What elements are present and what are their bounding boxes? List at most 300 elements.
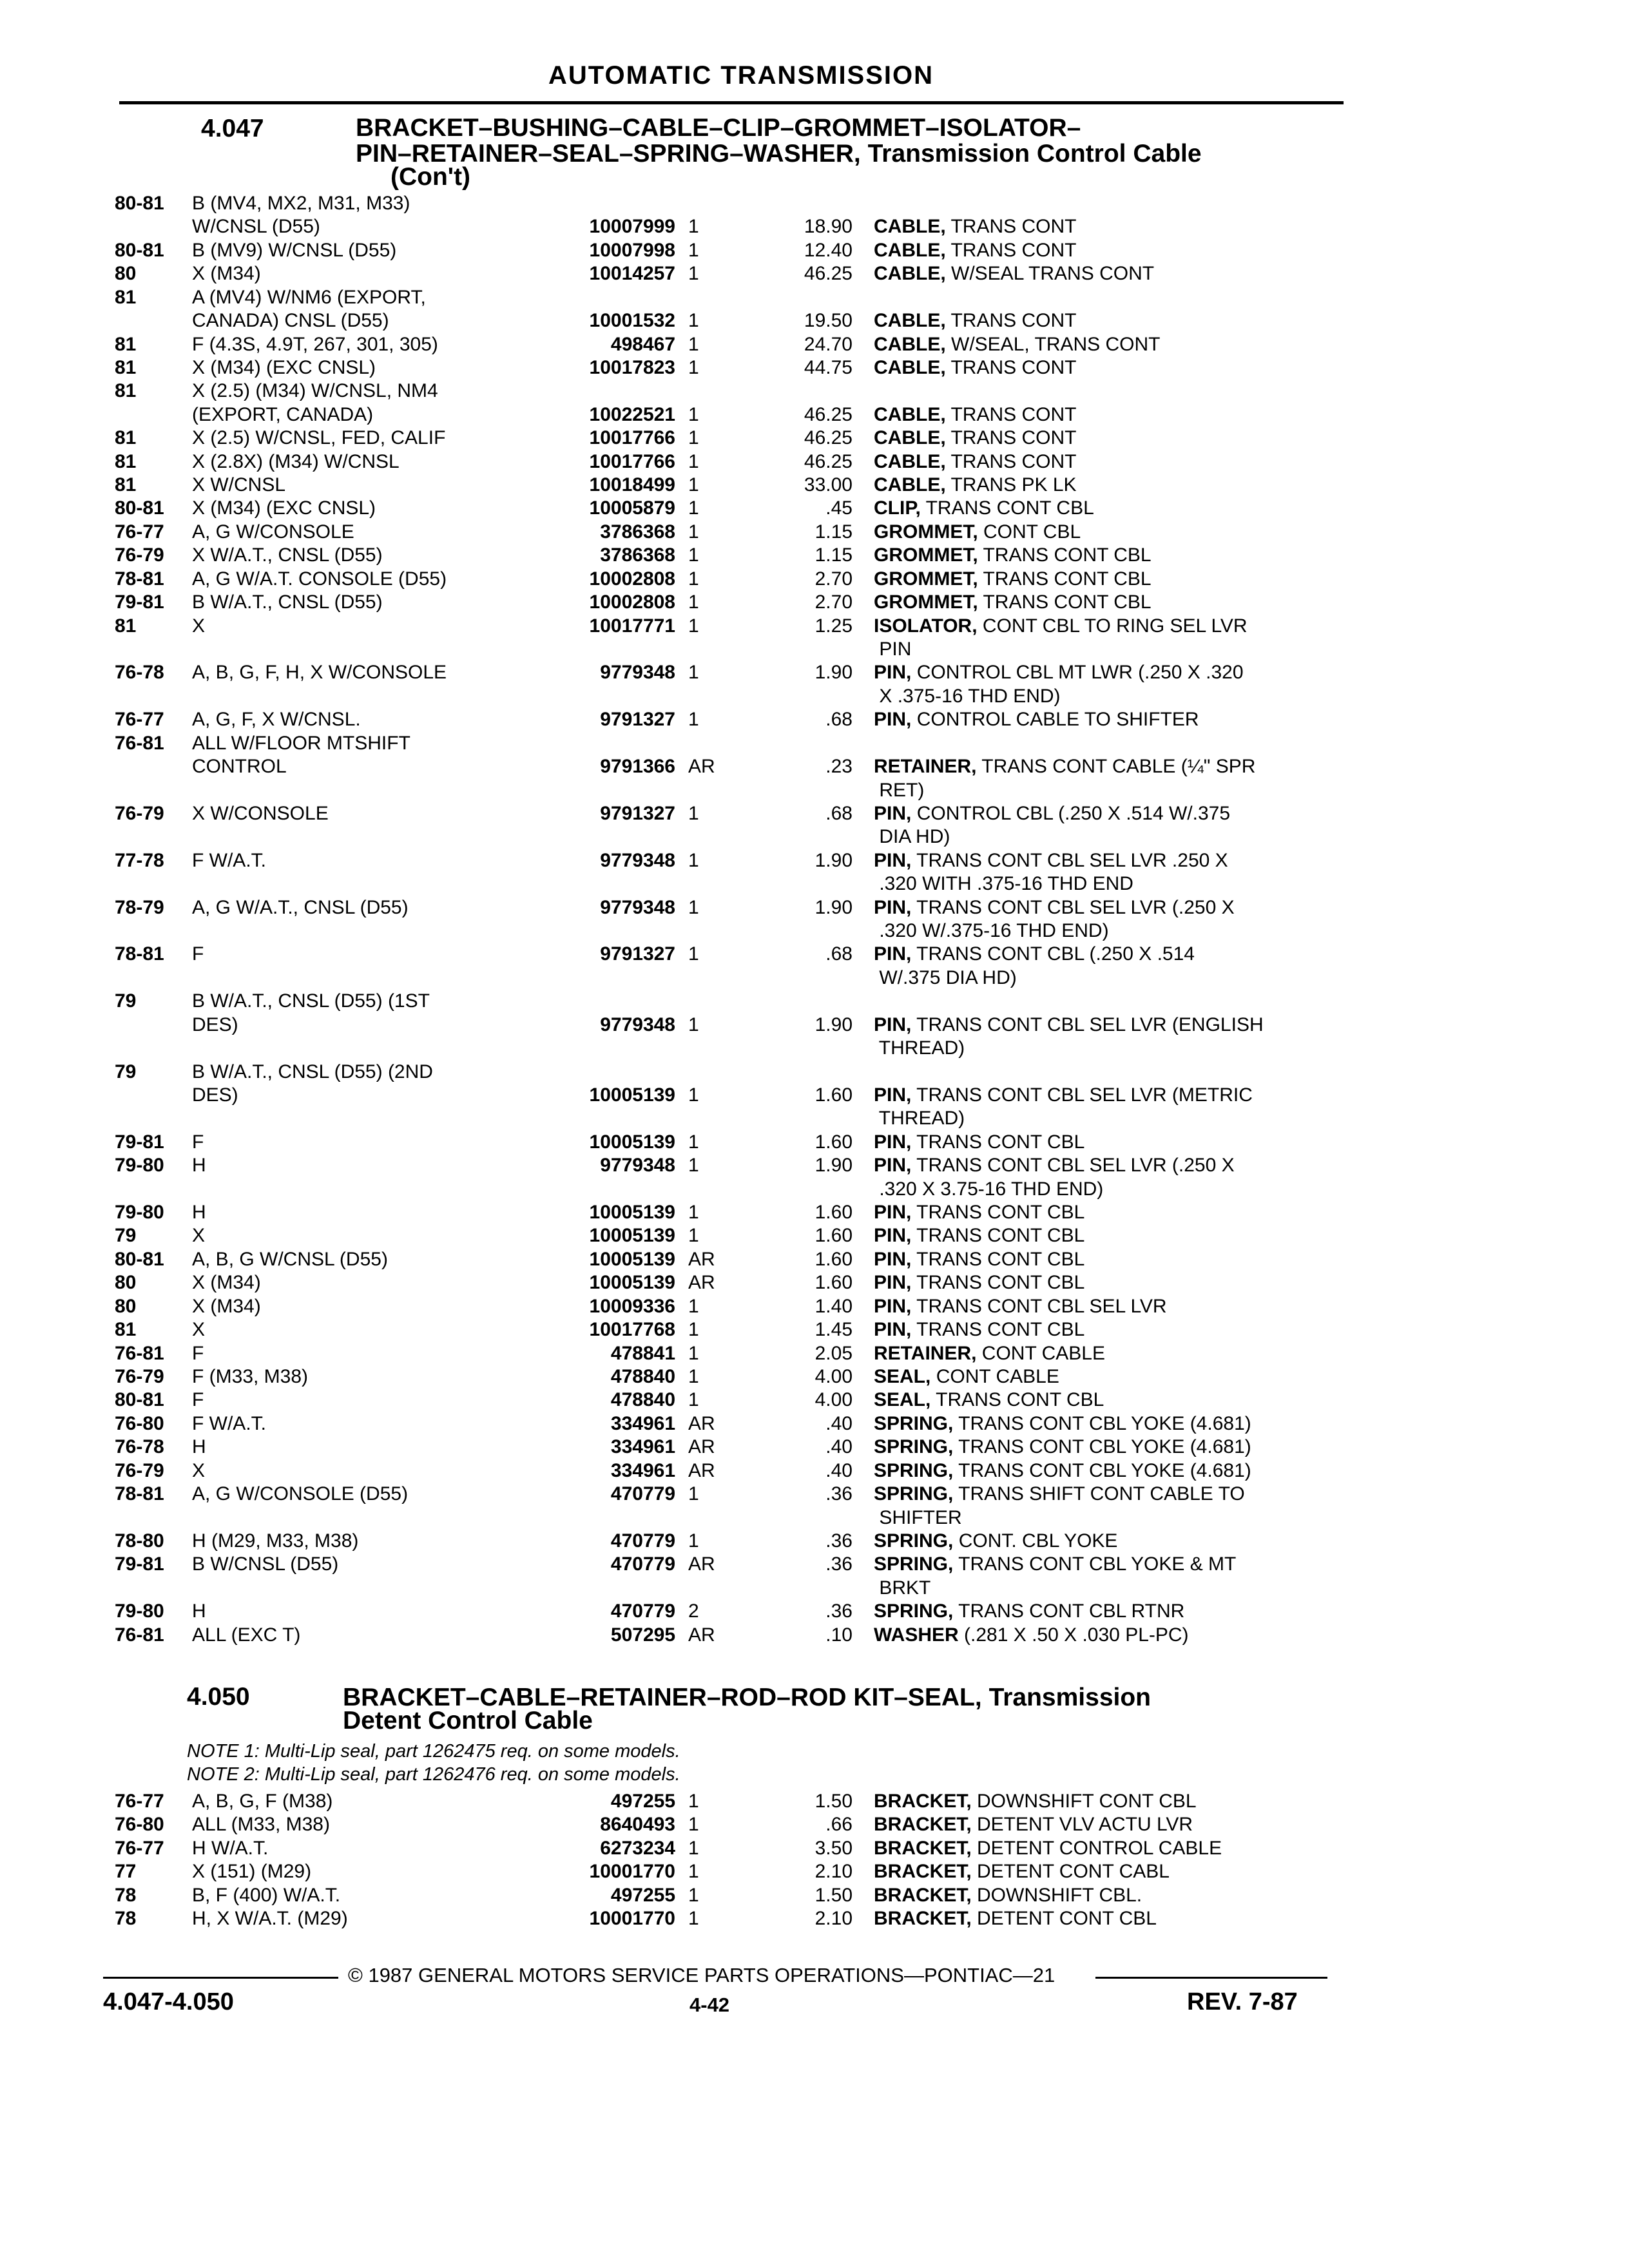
price-cell: 1.25 (815, 615, 853, 637)
part-name-text: TRANS CONT CBL (916, 1202, 1085, 1224)
part-keyword: CLIP, (874, 497, 921, 519)
price-cell: .66 (825, 1814, 853, 1836)
part-name-text: THREAD) (878, 1037, 965, 1059)
part-keyword: BRACKET, (874, 1814, 972, 1836)
year-cell: 80-81 (115, 239, 164, 261)
part-name-cell (874, 544, 1338, 567)
model-cell: A, G W/A.T. CONSOLE (D55) (192, 568, 447, 590)
part-name-cell (874, 1201, 1338, 1224)
price-cell: 2.70 (815, 568, 853, 590)
table-row (0, 1624, 1629, 1647)
part-keyword: PIN, (874, 943, 912, 965)
part-name-cell (874, 239, 1338, 262)
part-name-text: DETENT CONT CBL (977, 1908, 1157, 1929)
quantity-cell: 1 (688, 1014, 699, 1035)
quantity-cell: 1 (688, 1202, 699, 1224)
quantity-cell: 2 (688, 1600, 699, 1622)
part-keyword: CABLE, (874, 450, 946, 472)
year-cell: 76-77 (115, 1837, 164, 1859)
part-name-cell (874, 309, 1338, 332)
part-name-cell (874, 919, 1338, 943)
part-keyword: SPRING, (874, 1553, 954, 1575)
part-name-text: TRANS CONT CBL SEL LVR (ENGLISH (916, 1014, 1264, 1035)
part-name-text: TRANS CONT (950, 356, 1077, 378)
price-cell: 1.15 (815, 521, 853, 543)
price-cell: 4.00 (815, 1389, 853, 1411)
part-number-cell: 6273234 (600, 1837, 675, 1859)
part-name-text: DOWNSHIFT CONT CBL (977, 1791, 1197, 1812)
part-name-cell (874, 1224, 1338, 1247)
part-name-cell (874, 661, 1338, 684)
table-row (0, 403, 1629, 427)
part-name-text: TRANS CONT CBL SEL LVR (METRIC (916, 1084, 1253, 1106)
year-cell: 78-81 (115, 943, 164, 965)
part-keyword: GROMMET, (874, 568, 978, 590)
model-cell: X (M34) (EXC CNSL) (192, 356, 376, 378)
part-number-cell: 334961 (610, 1412, 675, 1434)
model-cell: X W/CNSL (192, 474, 286, 496)
part-name-text: TRANS CONT (950, 216, 1077, 238)
part-keyword: PIN, (874, 662, 912, 684)
table-row (0, 474, 1629, 497)
model-cell: H, X W/A.T. (M29) (192, 1908, 348, 1929)
table-row (0, 262, 1629, 285)
part-number-cell: 10017766 (589, 450, 675, 472)
part-name-cell (874, 1600, 1338, 1623)
part-name-text: DIA HD) (879, 826, 950, 848)
part-name-cell (874, 1037, 1338, 1060)
table-row (0, 309, 1629, 332)
part-name-text: CONTROL CBL MT LWR (.250 X .320 (916, 662, 1244, 684)
year-cell: 76-80 (115, 1412, 164, 1434)
part-keyword: PIN, (874, 1131, 912, 1153)
part-name-text: W/SEAL TRANS CONT (951, 263, 1155, 285)
model-cell: X (192, 1225, 206, 1247)
quantity-cell: 1 (688, 1295, 699, 1317)
part-keyword: CABLE, (874, 474, 946, 496)
part-name-cell (874, 966, 1338, 990)
part-keyword: SPRING, (874, 1436, 954, 1458)
section2-title-line2: Detent Control Cable (343, 1707, 593, 1735)
part-name-text: CONT CBL (983, 521, 1081, 543)
price-cell: 46.25 (804, 403, 853, 425)
part-keyword: PIN, (874, 1155, 912, 1177)
year-cell: 80 (115, 1272, 137, 1294)
part-number-cell: 10009336 (589, 1295, 675, 1317)
part-name-cell (874, 1790, 1338, 1813)
model-cell: F W/A.T. (192, 1412, 266, 1434)
model-cell: A, G W/CONSOLE (D55) (192, 1483, 409, 1505)
part-name-text: .320 W/.375-16 THD END) (879, 920, 1109, 942)
year-cell: 81 (115, 380, 137, 402)
year-cell: 79 (115, 1061, 137, 1082)
part-name-cell (874, 192, 1338, 215)
quantity-cell: AR (688, 1553, 715, 1575)
quantity-cell: AR (688, 1248, 715, 1270)
table-row (0, 825, 1629, 849)
section-title-line2-tail: Transmission Control Cable (860, 140, 1202, 168)
quantity-cell: 1 (688, 1319, 699, 1341)
part-number-cell: 470779 (610, 1600, 675, 1622)
quantity-cell: AR (688, 1412, 715, 1434)
quantity-cell: 1 (688, 1791, 699, 1812)
part-name-cell (874, 1483, 1338, 1506)
part-name-cell (874, 638, 1338, 661)
model-cell: ALL (M33, M38) (192, 1814, 330, 1836)
model-cell: B (MV9) W/CNSL (D55) (192, 239, 397, 261)
part-name-cell (874, 333, 1338, 356)
table-row (0, 1412, 1629, 1436)
year-cell: 76-77 (115, 709, 164, 731)
model-cell: A, B, G W/CNSL (D55) (192, 1248, 388, 1270)
quantity-cell: 1 (688, 427, 699, 449)
model-cell: F (192, 1131, 204, 1153)
table-row (0, 1860, 1629, 1883)
quantity-cell: 1 (688, 709, 699, 731)
model-cell: B (MV4, MX2, M31, M33) (192, 193, 410, 214)
quantity-cell: 1 (688, 1483, 699, 1505)
price-cell: 1.60 (815, 1084, 853, 1106)
part-name-text: TRANS CONT CBL YOKE & MT (958, 1553, 1237, 1575)
part-number-cell: 10005139 (589, 1084, 675, 1106)
quantity-cell: 1 (688, 896, 699, 918)
part-name-text: TRANS CONT (950, 450, 1077, 472)
model-cell: H (192, 1600, 206, 1622)
price-cell: .36 (825, 1553, 853, 1575)
part-name-cell (874, 1061, 1338, 1084)
part-name-cell (874, 615, 1338, 638)
part-name-text: CONTROL CBL (.250 X .514 W/.375 (916, 802, 1231, 824)
footer-copyright: © 1987 GENERAL MOTORS SERVICE PARTS OPERATIONS—PONTIAC—21 (348, 1964, 1055, 1986)
year-cell: 76-81 (115, 1624, 164, 1646)
part-name-text: TRANS CONT (950, 403, 1077, 425)
part-name-cell (874, 356, 1338, 380)
model-cell: X W/CONSOLE (192, 802, 329, 824)
part-name-cell (874, 1014, 1338, 1037)
part-name-cell (874, 732, 1338, 755)
price-cell: 3.50 (815, 1837, 853, 1859)
part-name-cell (874, 427, 1338, 450)
table-row (0, 1813, 1629, 1836)
part-number-cell: 10001770 (589, 1908, 675, 1929)
table-row (0, 1014, 1629, 1037)
part-name-cell (874, 1884, 1338, 1907)
part-number-cell: 507295 (610, 1624, 675, 1646)
quantity-cell: 1 (688, 1908, 699, 1929)
year-cell: 76-79 (115, 1459, 164, 1481)
model-cell: X (192, 1459, 206, 1481)
year-cell: 78 (115, 1908, 137, 1929)
table-row (0, 966, 1629, 990)
model-cell: X (M34) (192, 263, 261, 285)
model-cell: H (192, 1155, 206, 1177)
note-1: NOTE 1: Multi-Lip seal, part 1262475 req. on some models. (187, 1741, 680, 1762)
part-name-cell (874, 1178, 1338, 1201)
table-row (0, 1389, 1629, 1412)
price-cell: 1.60 (815, 1225, 853, 1247)
model-cell: W/CNSL (D55) (192, 216, 320, 238)
part-keyword: CABLE, (874, 263, 946, 285)
quantity-cell: 1 (688, 450, 699, 472)
part-number-cell: 10017823 (589, 356, 675, 378)
price-cell: 1.90 (815, 662, 853, 684)
table-row (0, 521, 1629, 544)
year-cell: 80-81 (115, 497, 164, 519)
table-row (0, 380, 1629, 403)
footer-rule-left (103, 1977, 338, 1979)
quantity-cell: 1 (688, 497, 699, 519)
section2-title-line1-bold: BRACKET–CABLE–RETAINER–ROD–ROD KIT–SEAL, (343, 1684, 982, 1711)
price-cell: .68 (825, 802, 853, 824)
quantity-cell: 1 (688, 1884, 699, 1906)
price-cell: .68 (825, 943, 853, 965)
part-name-text: TRANS CONT CBL (.250 X .514 (916, 943, 1195, 965)
part-name-text: TRANS CONT CBL RTNR (958, 1600, 1185, 1622)
quantity-cell: 1 (688, 591, 699, 613)
quantity-cell: 1 (688, 1530, 699, 1552)
part-keyword: SEAL, (874, 1389, 931, 1411)
year-cell: 76-77 (115, 1791, 164, 1812)
part-name-text: TRANS CONT CBL SEL LVR (916, 1295, 1167, 1317)
part-name-cell (874, 1837, 1338, 1860)
year-cell: 79-81 (115, 1131, 164, 1153)
section2-title-line1-tail: Transmission (981, 1684, 1151, 1711)
year-cell: 76-81 (115, 732, 164, 754)
part-keyword: PIN, (874, 709, 912, 731)
table-row (0, 1154, 1629, 1177)
price-cell: 2.10 (815, 1908, 853, 1929)
table-row (0, 1178, 1629, 1201)
footer-page-number: 4-42 (689, 1994, 730, 2016)
part-name-cell (874, 1107, 1338, 1130)
part-name-cell (874, 1154, 1338, 1177)
quantity-cell: AR (688, 756, 715, 778)
year-cell: 78-80 (115, 1530, 164, 1552)
model-cell: B W/A.T., CNSL (D55) (1ST (192, 990, 430, 1012)
part-name-cell (874, 1295, 1338, 1318)
part-keyword: PIN, (874, 1084, 912, 1106)
part-keyword: BRACKET, (874, 1908, 972, 1929)
year-cell: 79-80 (115, 1155, 164, 1177)
part-name-cell (874, 1577, 1338, 1600)
model-cell: ALL (EXC T) (192, 1624, 301, 1646)
table-row (0, 1131, 1629, 1154)
note-2: NOTE 2: Multi-Lip seal, part 1262476 req. on some models. (187, 1764, 680, 1785)
footer-rule-right (1095, 1977, 1327, 1979)
part-name-text: TRANS CONT CBL (916, 1272, 1085, 1294)
year-cell: 81 (115, 1319, 137, 1341)
header-rule (119, 101, 1344, 104)
part-number-cell: 10007999 (589, 216, 675, 238)
price-cell: 1.60 (815, 1131, 853, 1153)
table-row (0, 779, 1629, 802)
part-keyword: CABLE, (874, 403, 946, 425)
part-number-cell: 10005139 (589, 1248, 675, 1270)
year-cell: 79-80 (115, 1600, 164, 1622)
model-cell: A, B, G, F (M38) (192, 1791, 333, 1812)
part-number-cell: 10007998 (589, 239, 675, 261)
part-number-cell: 9791366 (600, 756, 675, 778)
year-cell: 76-80 (115, 1814, 164, 1836)
quantity-cell: 1 (688, 568, 699, 590)
table-row (0, 1224, 1629, 1247)
quantity-cell: 1 (688, 1084, 699, 1106)
price-cell: 12.40 (804, 239, 853, 261)
year-cell: 81 (115, 427, 137, 449)
quantity-cell: 1 (688, 356, 699, 378)
part-keyword: BRACKET, (874, 1837, 972, 1859)
part-number-cell: 3786368 (600, 544, 675, 566)
part-number-cell: 334961 (610, 1459, 675, 1481)
model-cell: DES) (192, 1084, 238, 1106)
quantity-cell: 1 (688, 849, 699, 871)
year-cell: 80 (115, 263, 137, 285)
price-cell: 1.50 (815, 1884, 853, 1906)
part-name-cell (874, 1860, 1338, 1883)
part-number-cell: 9779348 (600, 896, 675, 918)
part-keyword: PIN, (874, 1225, 912, 1247)
table-row (0, 568, 1629, 591)
price-cell: 2.05 (815, 1342, 853, 1364)
quantity-cell: 1 (688, 1837, 699, 1859)
part-name-cell (874, 708, 1338, 731)
year-cell: 78-81 (115, 1483, 164, 1505)
part-number-cell: 10018499 (589, 474, 675, 496)
part-name-text: TRANS CONT CBL (916, 1225, 1085, 1247)
table-row (0, 1459, 1629, 1483)
price-cell: .36 (825, 1530, 853, 1552)
part-number-cell: 9779348 (600, 1155, 675, 1177)
year-cell: 81 (115, 474, 137, 496)
part-name-cell (874, 896, 1338, 919)
quantity-cell: 1 (688, 544, 699, 566)
table-row (0, 708, 1629, 731)
year-cell: 79 (115, 1225, 137, 1247)
price-cell: .40 (825, 1436, 853, 1458)
price-cell: .23 (825, 756, 853, 778)
part-keyword: BRACKET, (874, 1791, 972, 1812)
quantity-cell: 1 (688, 310, 699, 332)
table-row (0, 1342, 1629, 1365)
part-keyword: WASHER (874, 1624, 959, 1646)
table-row (0, 1600, 1629, 1623)
part-keyword: SPRING, (874, 1459, 954, 1481)
part-name-text: TRANS CONT CBL (916, 1319, 1085, 1341)
year-cell: 81 (115, 286, 137, 308)
part-keyword: PIN, (874, 1202, 912, 1224)
part-name-text: (.281 X .50 X .030 PL-PC) (964, 1624, 1189, 1646)
part-name-text: CONT. CBL YOKE (958, 1530, 1118, 1552)
model-cell: DES) (192, 1014, 238, 1035)
year-cell: 76-79 (115, 544, 164, 566)
part-name-cell (874, 1436, 1338, 1459)
part-name-text: TRANS CONT CBL (916, 1248, 1085, 1270)
part-keyword: CABLE, (874, 216, 946, 238)
part-number-cell: 9791327 (600, 943, 675, 965)
quantity-cell: 1 (688, 263, 699, 285)
quantity-cell: 1 (688, 333, 699, 355)
price-cell: 1.60 (815, 1248, 853, 1270)
part-number-cell: 10017768 (589, 1319, 675, 1341)
part-keyword: SPRING, (874, 1600, 954, 1622)
part-name-text: TRANS PK LK (950, 474, 1077, 496)
year-cell: 81 (115, 356, 137, 378)
part-number-cell: 9791327 (600, 802, 675, 824)
price-cell: 44.75 (804, 356, 853, 378)
table-row (0, 755, 1629, 778)
quantity-cell: 1 (688, 1366, 699, 1387)
part-number-cell: 478840 (610, 1389, 675, 1411)
part-keyword: GROMMET, (874, 521, 978, 543)
part-keyword: SEAL, (874, 1366, 931, 1387)
quantity-cell: 1 (688, 1861, 699, 1883)
model-cell: X W/A.T., CNSL (D55) (192, 544, 383, 566)
part-name-cell (874, 779, 1338, 802)
table-row (0, 1530, 1629, 1553)
part-name-cell (874, 521, 1338, 544)
table-row (0, 1884, 1629, 1907)
part-keyword: CABLE, (874, 333, 946, 355)
model-cell: X (151) (M29) (192, 1861, 312, 1883)
part-name-text: DETENT CONT CABL (977, 1861, 1170, 1883)
part-keyword: BRACKET, (874, 1861, 972, 1883)
table-row (0, 427, 1629, 450)
year-cell: 76-78 (115, 662, 164, 684)
table-row (0, 1295, 1629, 1318)
year-cell: 79-81 (115, 1553, 164, 1575)
part-name-cell (874, 497, 1338, 520)
part-name-cell (874, 1342, 1338, 1365)
quantity-cell: 1 (688, 1225, 699, 1247)
part-keyword: PIN, (874, 896, 912, 918)
part-keyword: PIN, (874, 1319, 912, 1341)
table-row (0, 1201, 1629, 1224)
model-cell: A, G W/CONSOLE (192, 521, 354, 543)
table-row (0, 990, 1629, 1013)
model-cell: A, B, G, F, H, X W/CONSOLE (192, 662, 447, 684)
part-name-text: W/SEAL, TRANS CONT (951, 333, 1161, 355)
part-number-cell: 10001770 (589, 1861, 675, 1883)
price-cell: 1.50 (815, 1791, 853, 1812)
table-row (0, 333, 1629, 356)
quantity-cell: 1 (688, 802, 699, 824)
part-number-cell: 334961 (610, 1436, 675, 1458)
table-row (0, 1577, 1629, 1600)
table-row (0, 1483, 1629, 1506)
part-name-text: TRANS CONT CBL YOKE (4.681) (958, 1436, 1251, 1458)
price-cell: 2.70 (815, 591, 853, 613)
table-row (0, 1506, 1629, 1530)
part-number-cell: 497255 (610, 1791, 675, 1812)
table-row (0, 943, 1629, 966)
section-number: 4.047 (201, 115, 264, 142)
part-name-cell (874, 1365, 1338, 1389)
part-number-cell: 470779 (610, 1530, 675, 1552)
part-number-cell: 9791327 (600, 709, 675, 731)
part-name-text: TRANS CONT CBL (936, 1389, 1104, 1411)
quantity-cell: AR (688, 1272, 715, 1294)
part-keyword: PIN, (874, 849, 912, 871)
table-row (0, 1553, 1629, 1576)
year-cell: 79 (115, 990, 137, 1012)
part-name-cell (874, 1624, 1338, 1647)
year-cell: 78-81 (115, 568, 164, 590)
part-name-text: TRANS CONT CBL YOKE (4.681) (958, 1412, 1251, 1434)
part-name-text: TRANS CONT CBL YOKE (4.681) (958, 1459, 1251, 1481)
model-cell: CANADA) CNSL (D55) (192, 310, 389, 332)
part-keyword: SPRING, (874, 1530, 954, 1552)
table-row (0, 286, 1629, 309)
